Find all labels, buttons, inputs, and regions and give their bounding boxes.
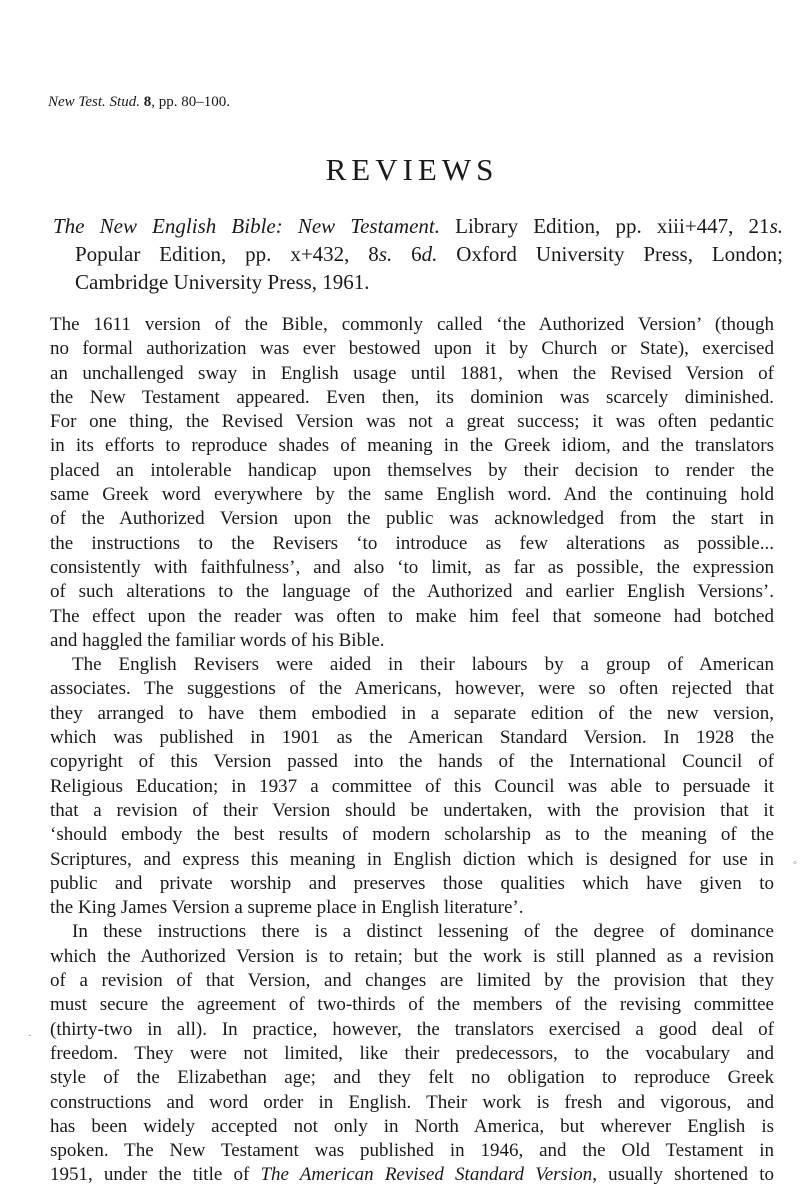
line-text: In these instructions there is a distinct lessening of the degree of dominance [72, 921, 774, 943]
section-title: REVIEWS [325, 152, 499, 187]
review-body [50, 313, 774, 1188]
text-line [50, 337, 774, 361]
line-text: that a revision of their Version should be undertaken, with the provision that it [50, 799, 774, 821]
text-line [50, 580, 774, 604]
text-line [50, 362, 774, 386]
text-line [50, 945, 774, 969]
text-line [50, 386, 774, 410]
citation-text: Popular Edition, pp. x+432, 8 [75, 242, 379, 266]
text-line [50, 1018, 774, 1042]
line-text: has been widely accepted not only in North America, but wherever English is [50, 1115, 774, 1137]
line-text: and haggled the familiar words of his Bible. [50, 629, 385, 651]
line-text: freedom. They were not limited, like their predecessors, to the vocabulary and [50, 1042, 774, 1064]
citation-line [53, 212, 783, 240]
running-header [48, 92, 230, 112]
line-text: , usually shortened to [592, 1164, 774, 1186]
text-line [50, 1066, 774, 1090]
line-text: For one thing, the Revised Version was not a great success; it was often pedantic [50, 411, 774, 433]
citation-text: Oxford University Press, London; [437, 242, 783, 266]
line-text: the New Testament appeared. Even then, its dominion was scarcely diminished. [50, 386, 774, 408]
citation-line [75, 268, 783, 296]
journal-name: New Test. Stud. [48, 94, 140, 110]
text-line [50, 677, 774, 701]
text-line [50, 653, 774, 677]
text-line [50, 799, 774, 823]
line-text: which was published in 1901 as the American Standard Version. In 1928 the [50, 727, 774, 749]
text-line [50, 969, 774, 993]
text-line [50, 726, 774, 750]
line-text: associates. The suggestions of the Americans, however, were so often rejected that [50, 678, 774, 700]
text-line [50, 507, 774, 531]
text-line [50, 993, 774, 1017]
text-line [50, 896, 774, 920]
page-range: , pp. 80–100. [151, 94, 230, 110]
italic-title: The American Revised Standard Version [260, 1164, 593, 1186]
citation-text: The New English Bible: New Testament. [53, 214, 440, 238]
text-line [50, 556, 774, 580]
citation-text: Library Edition, pp. xiii+447, 21 [439, 214, 770, 238]
line-text: style of the Elizabethan age; and they felt no obligation to reproduce Greek [50, 1067, 774, 1089]
line-text: no formal authorization was ever bestowed upon it by Church or State), exercised [50, 338, 774, 360]
text-line [50, 1163, 774, 1187]
line-text: consistently with faithfulness’, and also ‘to limit, as far as possible, the expression [50, 556, 774, 578]
line-text: Scriptures, and express this meaning in English diction which is designed for use in [50, 848, 774, 870]
line-text: The effect upon the reader was often to make him feel that someone had botched [50, 605, 774, 627]
text-line [50, 313, 774, 337]
line-text: must secure the agreement of two-thirds of the members of the revising committee [50, 994, 774, 1016]
line-text: copyright of this Version passed into the hands of the International Council of [50, 751, 774, 773]
line-text: of the Authorized Version upon the public was acknowledged from the start in [50, 508, 774, 530]
text-line [50, 532, 774, 556]
line-text: The English Revisers were aided in their labours by a group of American [72, 654, 774, 676]
line-text: Religious Education; in 1937 a committee of this Council was able to persuade it [50, 775, 774, 797]
line-text: spoken. The New Testament was published in 1946, and the Old Testament in [50, 1140, 774, 1162]
text-line [50, 483, 774, 507]
line-text: an unchallenged sway in English usage until 1881, when the Revised Version of [50, 362, 774, 384]
text-line [50, 848, 774, 872]
line-text: (thirty-two in all). In practice, however, the translators exercised a good deal of [50, 1018, 774, 1040]
volume-number: 8 [143, 94, 152, 110]
line-text: the instructions to the Revisers ‘to introduce as few alterations as possible... [50, 532, 774, 554]
text-line [50, 702, 774, 726]
book-citation [53, 212, 783, 296]
line-text: The 1611 version of the Bible, commonly called ‘the Authorized Version’ (though [50, 314, 774, 335]
line-text: which the Authorized Version is to retain; but the work is still planned as a revision [50, 945, 774, 967]
line-text: constructions and word order in English. Their work is fresh and vigorous, and [50, 1091, 774, 1113]
text-line [50, 823, 774, 847]
text-line [50, 750, 774, 774]
text-line [50, 629, 774, 653]
line-text: placed an intolerable handicap upon themselves by their decision to render the [50, 459, 774, 481]
citation-text: 6 [392, 242, 422, 266]
citation-text: Cambridge University Press, 1961. [75, 270, 370, 294]
text-line [50, 434, 774, 458]
line-text: public and private worship and preserves those qualities which have given to [50, 872, 774, 894]
text-line [50, 1139, 774, 1163]
text-line [50, 459, 774, 483]
margin-mark: · [28, 1030, 32, 1042]
text-line [50, 605, 774, 629]
line-text: of such alterations to the language of the Authorized and earlier English Versions’. [50, 581, 774, 603]
line-text: they arranged to have them embodied in a separate edition of the new version, [50, 702, 774, 724]
text-line [50, 1115, 774, 1139]
line-text: of a revision of that Version, and changes are limited by the provision that they [50, 970, 774, 992]
text-line [50, 872, 774, 896]
citation-text: s. [769, 214, 783, 238]
text-line [50, 920, 774, 944]
line-text: ‘should embody the best results of modern scholarship as to the meaning of the [50, 824, 774, 846]
citation-line [75, 240, 783, 268]
text-line [50, 1091, 774, 1115]
line-text: same Greek word everywhere by the same English word. And the continuing hold [50, 484, 774, 506]
text-line [50, 1042, 774, 1066]
citation-text: d. [421, 242, 438, 266]
text-line [50, 775, 774, 799]
line-text: 1951, under the title of [50, 1164, 261, 1186]
line-text: the King James Version a supreme place in English literature’. [50, 897, 524, 919]
line-text: in its efforts to reproduce shades of meaning in the Greek idiom, and the translators [50, 435, 774, 457]
text-line [50, 410, 774, 434]
citation-text: s. [378, 242, 393, 266]
margin-mark: ◦ [793, 857, 797, 869]
